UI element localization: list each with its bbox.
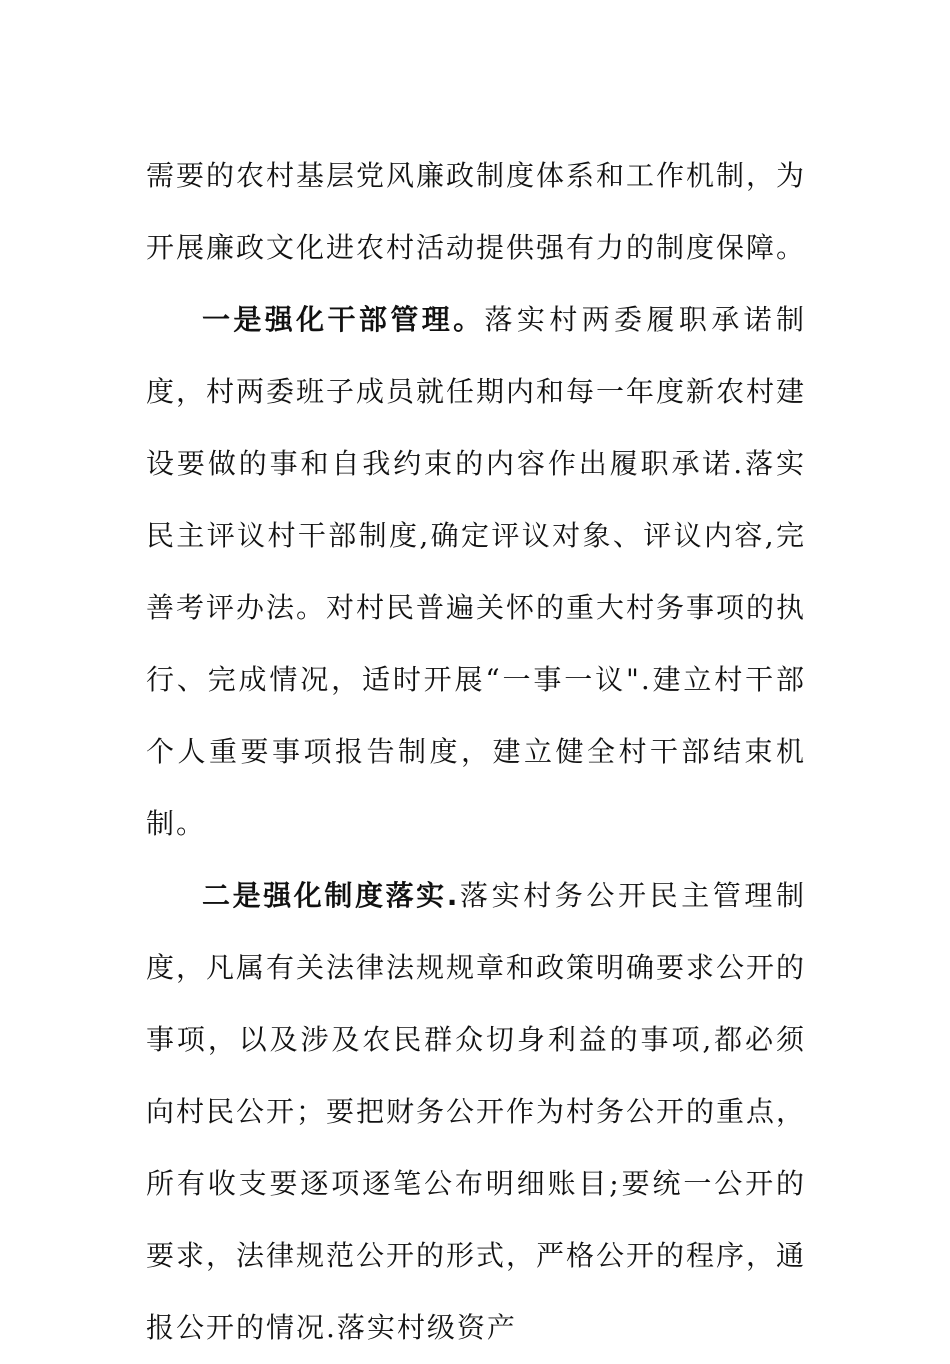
paragraph-text: 需要的农村基层党风廉政制度体系和工作机制，为开展廉政文化进农村活动提供强有力的制度保障。: [146, 159, 807, 264]
paragraph-text: 落实村两委履职承诺制度，村两委班子成员就任期内和每一年度新农村建设要做的事和自我约束的内容作出履职承诺.落实民主评议村干部制度,确定评议对象、评议内容,完善考评办法。对村民普遍关怀的重大村务事项的执行、完成情况，适时开展“一事一议".建立村干部个人重要事项报告制度，建立健全村干部结束机制。: [146, 303, 807, 840]
paragraph-cadre-management: [146, 284, 806, 860]
paragraph-system-implementation: [146, 860, 806, 1364]
paragraph-continuation: [146, 140, 806, 284]
document-body: [146, 140, 806, 1364]
paragraph-text: 落实村务公开民主管理制度，凡属有关法律法规规章和政策明确要求公开的事项，以及涉及农民群众切身利益的事项,都必须向村民公开；要把财务公开作为村务公开的重点，所有收支要逐项逐笔公布明细账目;要统一公开的要求，法律规范公开的形式，严格公开的程序，通报公开的情况.落实村级资产: [146, 879, 807, 1344]
paragraph-heading: 一是强化干部管理。: [202, 303, 485, 336]
paragraph-heading: 二是强化制度落实.: [202, 879, 459, 912]
